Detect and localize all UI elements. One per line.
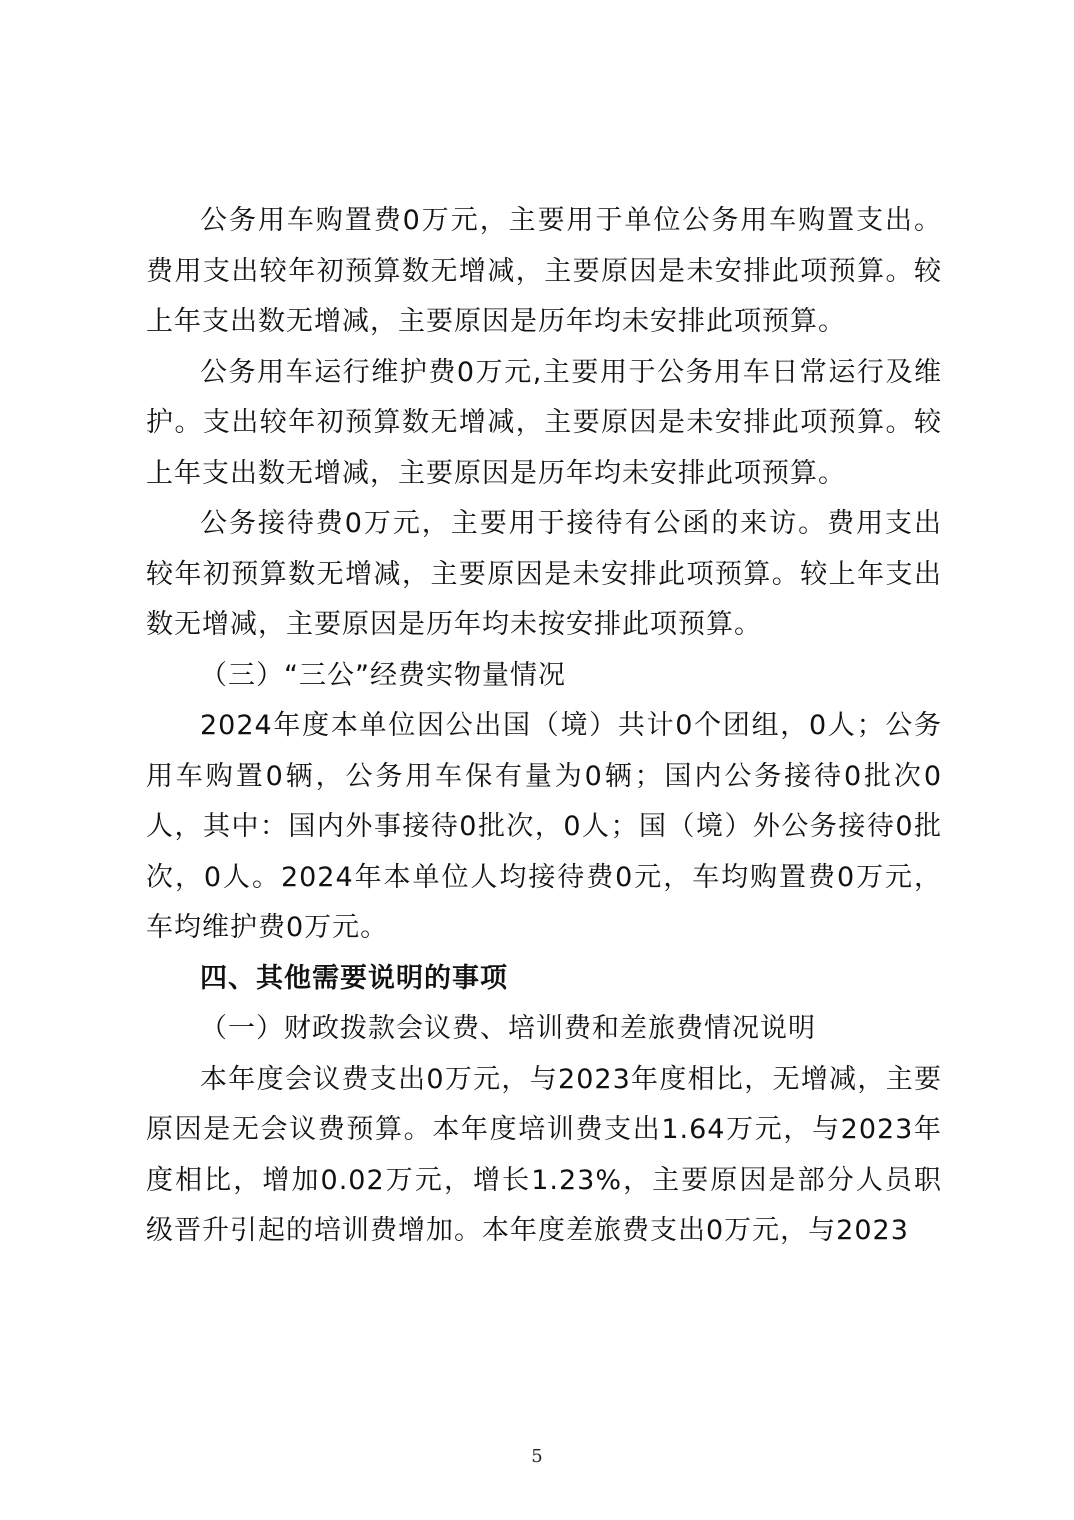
page-number: 5 [531, 1446, 543, 1467]
paragraph-vehicle-purchase: 公务用车购置费0万元，主要用于单位公务用车购置支出。费用支出较年初预算数无增减，主要原因是未安排此项预算。较上年支出数无增减，主要原因是历年均未安排此项预算。 [146, 205, 942, 337]
paragraph-vehicle-maintenance: 公务用车运行维护费0万元,主要用于公务用车日常运行及维护。支出较年初预算数无增减，主要原因是未安排此项预算。较上年支出数无增减，主要原因是历年均未安排此项预算。 [146, 356, 942, 489]
document-body [146, 196, 942, 1257]
section-heading-physical-quantity: （三）“三公”经费实物量情况 [200, 659, 566, 691]
paragraph-physical-quantity: 2024年度本单位因公出国（境）共计0个团组，0人；公务用车购置0辆，公务用车保有量为0辆；国内公务接待0批次0人，其中：国内外事接待0批次，0人；国（境）外公务接待0批次，0人。2024年本单位人均接待费0元，车均购置费0万元，车均维护费0万元。 [146, 710, 942, 943]
paragraph-meeting-training-travel: 本年度会议费支出0万元，与2023年度相比，无增减，主要原因是无会议费预算。本年度培训费支出1.64万元，与2023年度相比，增加0.02万元，增长1.23%，主要原因是部分人员职级晋升引起的培训费增加。本年度差旅费支出0万元，与2023 [146, 1063, 942, 1246]
paragraph-official-reception: 公务接待费0万元，主要用于接待有公函的来访。费用支出较年初预算数无增减，主要原因是未安排此项预算。较上年支出数无增减，主要原因是历年均未按安排此项预算。 [146, 508, 942, 640]
section-heading-other-matters: 四、其他需要说明的事项 [200, 962, 508, 994]
section-heading-meeting-training-travel: （一）财政拨款会议费、培训费和差旅费情况说明 [200, 1013, 816, 1044]
